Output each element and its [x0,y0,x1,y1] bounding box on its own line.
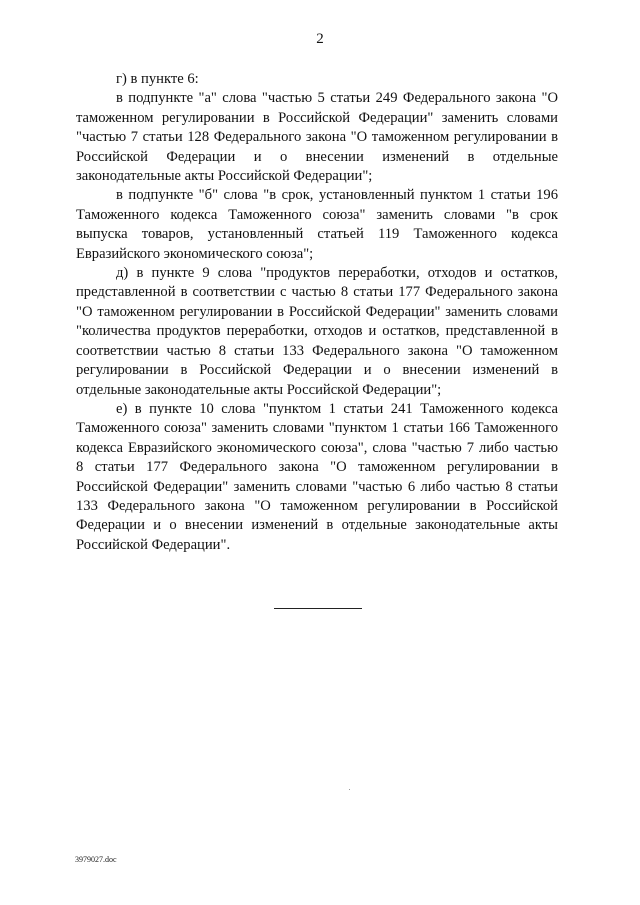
page-number: 2 [316,31,324,47]
paragraph-item-d: д) в пункте 9 слова "продуктов переработки, отходов и остатков, представленной в соответствии с частью 8 статьи 177 Федерального закона "О таможенном регулировании в Российской Федерации" заменить словами "количества продуктов переработки, отходов и остатков, представленной в соответствии частью 8 статьи 133 Федерального закона "О таможенном регулировании в Российской Федерации и о внесении изменений в отдельные законодательные акты Российской Федерации"; [76,265,558,398]
scan-speck [349,789,350,790]
document-body [76,70,558,555]
document-file-code: 3979027.doc [75,855,117,864]
paragraph-item-g-heading: г) в пункте 6: [116,71,199,87]
paragraph-subitem-b: в подпункте "б" слова "в срок, установленный пунктом 1 статьи 196 Таможенного кодекса Таможенного союза" заменить словами "в срок выпуска товаров, установленный статьей 119 Таможенного кодекса Евразийского экономического союза"; [76,187,558,262]
end-divider-line [274,608,362,609]
paragraph-subitem-a: в подпункте "а" слова "частью 5 статьи 249 Федерального закона "О таможенном регулировании в Российской Федерации" заменить словами "частью 7 статьи 128 Федерального закона "О таможенном регулировании в Российской Федерации и о внесении изменений в отдельные законодательные акты Российской Федерации"; [76,90,558,185]
paragraph-item-e: е) в пункте 10 слова "пунктом 1 статьи 241 Таможенного кодекса Таможенного союза" заменить словами "пунктом 1 статьи 166 Таможенного кодекса Евразийского экономического союза", слова "частью 7 либо частью 8 статьи 177 Федерального закона "О таможенном регулировании в Российской Федерации" заменить словами "частью 6 либо частью 8 статьи 133 Федерального закона "О таможенном регулировании в Российской Федерации и о внесении изменений в отдельные законодательные акты Российской Федерации". [76,400,558,553]
